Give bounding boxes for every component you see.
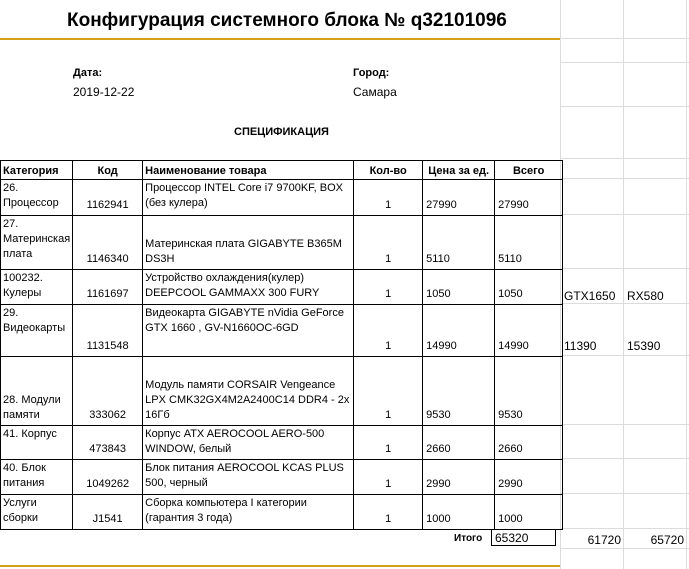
cell-total: 9530 — [495, 357, 563, 426]
cell-name: Корпус ATX AEROCOOL AERO-500 WINDOW, белый — [143, 426, 354, 460]
city-label: Город: — [353, 67, 390, 79]
cell-category: 28. Модули памяти — [1, 357, 73, 426]
header-qty: Кол-во — [354, 161, 423, 180]
table-row — [1, 426, 563, 460]
cell-code: 473843 — [73, 426, 143, 460]
spec-table — [0, 160, 563, 530]
header-price: Цена за ед. — [423, 161, 495, 180]
cell-price: 9530 — [423, 357, 495, 426]
cell-qty: 1 — [354, 270, 423, 305]
cell-qty: 1 — [354, 426, 423, 460]
cell-code: J1541 — [73, 495, 143, 530]
city-value: Самара — [353, 85, 397, 99]
table-row — [1, 180, 563, 216]
cell-code: 1146340 — [73, 216, 143, 270]
alt-gpu-gtx-label: GTX1650 — [564, 289, 616, 303]
bottom-divider — [0, 565, 560, 567]
cell-qty: 1 — [354, 495, 423, 530]
cell-price: 27990 — [423, 180, 495, 216]
cell-price: 5110 — [423, 216, 495, 270]
cell-total: 1000 — [495, 495, 563, 530]
cell-code: 1161697 — [73, 270, 143, 305]
date-value: 2019-12-22 — [73, 85, 135, 99]
table-row — [1, 495, 563, 530]
cell-category: 27. Материнская плата — [1, 216, 73, 270]
cell-category: 100232. Кулеры — [1, 270, 73, 305]
cell-category: 40. Блок питания — [1, 460, 73, 495]
alt-gpu-gtx-price: 11390 — [564, 339, 597, 353]
table-row — [1, 270, 563, 305]
cell-qty: 1 — [354, 305, 423, 357]
date-label: Дата: — [73, 67, 103, 79]
cell-name: Модуль памяти CORSAIR Vengeance LPX CMK32GX4M2A2400C14 DDR4 - 2x 16Гб — [143, 357, 354, 426]
cell-category: 29. Видеокарты — [1, 305, 73, 357]
cell-code: 1162941 — [73, 180, 143, 216]
cell-qty: 1 — [354, 460, 423, 495]
cell-price: 1000 — [423, 495, 495, 530]
cell-total: 1050 — [495, 270, 563, 305]
cell-price: 2660 — [423, 426, 495, 460]
section-title: СПЕЦИФИКАЦИЯ — [234, 126, 329, 138]
cell-total: 14990 — [495, 305, 563, 357]
table-header-row — [1, 161, 563, 180]
table-row — [1, 216, 563, 270]
table-row — [1, 305, 563, 357]
cell-name: Видеокарта GIGABYTE nVidia GeForce GTX 1660 , GV-N1660OC-6GD — [143, 305, 354, 357]
cell-name: Материнская плата GIGABYTE B365M DS3H — [143, 216, 354, 270]
alt-gpu-rx-total: 65720 — [650, 533, 684, 547]
cell-price: 14990 — [423, 305, 495, 357]
cell-qty: 1 — [354, 357, 423, 426]
total-label: Итого — [454, 533, 483, 544]
table-row — [1, 357, 563, 426]
cell-category: 26. Процессор — [1, 180, 73, 216]
table-row — [1, 460, 563, 495]
cell-total: 2990 — [495, 460, 563, 495]
cell-total: 27990 — [495, 180, 563, 216]
header-total: Всего — [495, 161, 563, 180]
cell-code: 1131548 — [73, 305, 143, 357]
document-title: Конфигурация системного блока № q32101096 — [67, 10, 507, 31]
cell-name: Устройство охлаждения(кулер) DEEPCOOL GAMMAXX 300 FURY — [143, 270, 354, 305]
cell-price: 2990 — [423, 460, 495, 495]
alt-gpu-gtx-total: 61720 — [587, 533, 621, 547]
cell-category: Услуги сборки — [1, 495, 73, 530]
alt-gpu-rx-label: RX580 — [627, 289, 664, 303]
cell-name: Блок питания AEROCOOL KCAS PLUS 500, черный — [143, 460, 354, 495]
cell-qty: 1 — [354, 216, 423, 270]
cell-name: Сборка компьютера I категории (гарантия 3 года) — [143, 495, 354, 530]
cell-code: 1049262 — [73, 460, 143, 495]
cell-total: 5110 — [495, 216, 563, 270]
cell-code: 333062 — [73, 357, 143, 426]
header-name: Наименование товара — [143, 161, 354, 180]
alt-gpu-rx-price: 15390 — [627, 339, 661, 353]
cell-total: 2660 — [495, 426, 563, 460]
cell-price: 1050 — [423, 270, 495, 305]
cell-qty: 1 — [354, 180, 423, 216]
title-divider — [0, 38, 560, 40]
total-value[interactable]: 65320 — [491, 529, 556, 546]
header-code: Код — [73, 161, 143, 180]
header-category: Категория — [1, 161, 73, 180]
cell-name: Процессор INTEL Core i7 9700KF, BOX (без кулера) — [143, 180, 354, 216]
cell-category: 41. Корпус — [1, 426, 73, 460]
